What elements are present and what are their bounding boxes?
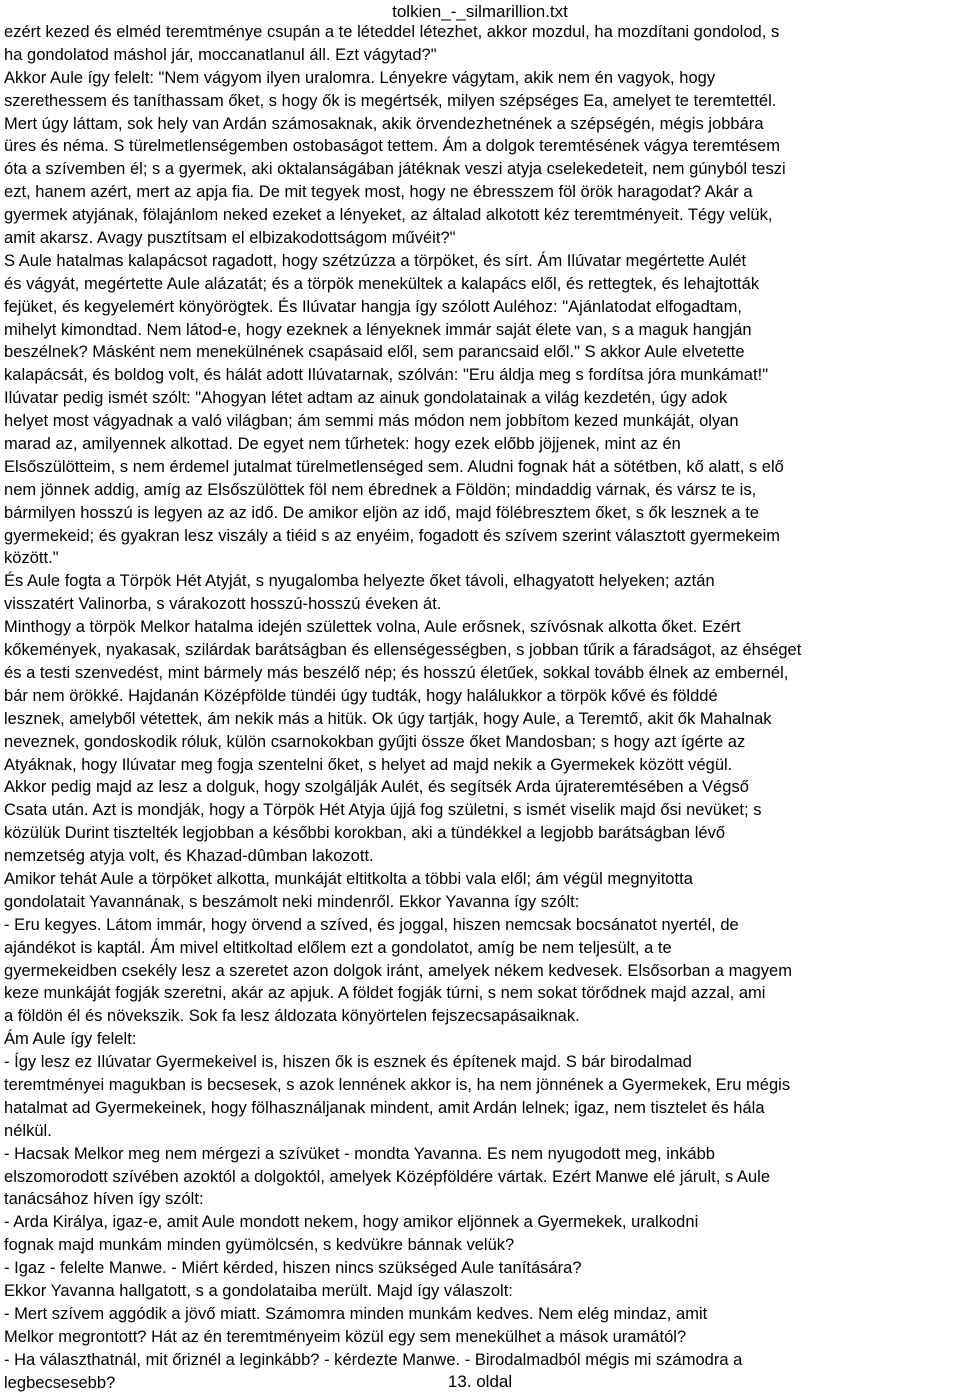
text-line: Csata után. Azt is mondják, hogy a Törpök Hét Atyja újjá fog születni, s ismét viselik majd ősi nevüket; s: [4, 801, 762, 820]
text-line: Elsőszülötteim, s nem érdemel jutalmat türelmetlenséged sem. Aludni fognak hát a sötétben, kő alatt, s elő: [4, 457, 784, 476]
text-line: - Így lesz ez Ilúvatar Gyermekeivel is, hiszen ők is esznek és építenek majd. S bár birodalmad: [4, 1053, 692, 1072]
text-line: Akkor Aule így felelt: "Nem vágyom ilyen uralomra. Lényekre vágytam, akik nem én vagyok, hogy: [4, 68, 716, 87]
text-line: gyermekeidben csekély lesz a szeretet azon dolgok iránt, amelyek nékem kedvesek. Elsősorban a magyem: [4, 961, 792, 980]
text-line: - Ha választhatnál, mit őriznél a leginkább? - kérdezte Manwe. - Birodalmadból mégis mi számodra a: [4, 1350, 743, 1369]
text-line: ezért kezed és elméd teremtménye csupán a te léteddel létezhet, akkor mozdul, ha mozdítani gondolod, s: [4, 23, 780, 41]
text-line: óta a szívemben él; s a gyermek, aki oktalanságában játéknak veszi atyja cselekedeteit, nem gúnyból teszi: [4, 160, 786, 179]
text-line: Ám Aule így felelt:: [4, 1030, 137, 1049]
text-line: marad az, amilyennek alkottad. De egyet nem tűrhetek: hogy ezek előbb jöjjenek, mint az én: [4, 435, 681, 454]
text-line: keze munkáját fogják szeretni, akár az apjuk. A földet fogják túrni, s nem sokat törődnek majd azzal, ami: [4, 984, 766, 1003]
text-line: gyermek atyjának, fölajánlom neked ezeket a lényeket, az általad alkotott kéz teremtményeit. Tégy velük,: [4, 206, 773, 225]
text-line: bármilyen hosszú is legyen az az idő. De amikor eljön az idő, majd fölébresztem őket, s ők lesznek a te: [4, 503, 760, 522]
text-line: elszomorodott szívében azoktól a dolgoktól, amelyek Középföldére vártak. Ezért Manwe elé járult, s Aule: [4, 1167, 771, 1186]
text-line: Atyáknak, hogy Ilúvatar meg fogja szentelni őket, s helyet ad majd nekik a Gyermekek között végül.: [4, 755, 733, 774]
page-number: 13. oldal: [447, 1372, 513, 1391]
text-line: tanácsához híven így szólt:: [4, 1190, 204, 1209]
text-line: kalapácsát, és boldog volt, és hálát adott Ilúvatarnak, szólván: "Eru áldja meg s fordítsa jóra munkámat!": [4, 366, 769, 385]
text-line: beszélnek? Másként nem menekülnének csapásaid elől, sem parancsaid elől." S akkor Aule elvetette: [4, 343, 745, 362]
text-line: ha gondolatod máshol jár, moccanatlanul áll. Ezt vágytad?": [4, 45, 437, 64]
text-line: gyermekeid; és gyakran lesz viszály a tiéid s az enyéim, fogadott és szívem szerint választott gyermekeim: [4, 526, 781, 545]
text-line: Ilúvatar pedig ismét szólt: "Ahogyan létet adtam az ainuk gondolatainak a világ kezdetén, úgy adok: [4, 389, 728, 408]
text-line: Melkor megrontott? Hát az én teremtményeim közül egy sem menekülhet a mások uramától?: [4, 1327, 687, 1346]
text-line: - Arda Királya, igaz-e, amit Aule mondott nekem, hogy amikor eljönnek a Gyermekek, uralkodni: [4, 1213, 699, 1232]
text-line: Mert úgy láttam, sok hely van Ardán számosaknak, akik örvendezhetnének a szépségén, mégis jobbára: [4, 114, 764, 133]
text-line: Ekkor Yavanna hallgatott, s a gondolataiba merült. Majd így válaszolt:: [4, 1281, 513, 1300]
text-line: nélkül.: [4, 1121, 52, 1140]
text-line: bár nem örökké. Hajdanán Középfölde tündéi úgy tudták, hogy halálukkor a törpök kővé és földdé: [4, 686, 718, 705]
text-line: - Eru kegyes. Látom immár, hogy örvend a szíved, és joggal, hiszen nemcsak bocsánatot nyertél, de: [4, 915, 739, 934]
text-line: nem jönnek addig, amíg az Elsőszülöttek föl nem ébrednek a Földön; mindaddig várnak, és vársz te is,: [4, 480, 757, 499]
text-line: visszatért Valinorba, s várakozott hosszú-hosszú éveken át.: [4, 595, 442, 614]
text-line: között.": [4, 549, 59, 568]
text-line: gondolatait Yavannának, s beszámolt neki mindenről. Ekkor Yavanna így szólt:: [4, 892, 580, 911]
text-line: Akkor pedig majd az lesz a dolguk, hogy szolgálják Aulét, és segítsék Arda újrateremtésében a Végső: [4, 778, 749, 797]
text-line: - Hacsak Melkor meg nem mérgezi a szívüket - mondta Yavanna. Es nem nyugodott meg, inkább: [4, 1144, 716, 1163]
text-line: - Igaz - felelte Manwe. - Miért kérded, hiszen nincs szükséged Aule tanítására?: [4, 1259, 582, 1278]
text-line: helyet most vágyadnak a való világban; ám semmi más módon nem jobbítom kezed munkáját, olyan: [4, 412, 739, 431]
text-line: amit akarsz. Avagy pusztítsam el elbizakodottságom művéit?": [4, 229, 456, 248]
text-line: És Aule fogta a Törpök Hét Atyját, s nyugalomba helyezte őket távoli, elhagyatott helyeken; aztán: [4, 572, 715, 591]
text-line: üres és néma. S türelmetlenségemben ostobaságot tettem. Ám a dolgok teremtésének vágya teremtésem: [4, 137, 781, 156]
text-line: ezt, hanem azért, mert az apja fia. De mit tegyek most, hogy ne ébresszem föl örök haragodat? Akár a: [4, 183, 753, 202]
text-line: fejüket, és kegyelemért könyörögtek. És Ilúvatar hangja így szólott Auléhoz: "Ajánlatodat elfogadtam,: [4, 297, 742, 316]
text-line: és a testi szenvedést, mint bármely más beszélő nép; és hosszú életűek, sokkal tovább élnek az embernél,: [4, 663, 789, 682]
text-line: Amikor tehát Aule a törpöket alkotta, munkáját eltitkolta a többi vala elől; ám végül megnyitotta: [4, 869, 693, 888]
text-line: lesznek, amelyből vétettek, ám nekik más a hitük. Ok úgy tartják, hogy Aule, a Teremtő, akit ők Mahalnak: [4, 709, 772, 728]
text-line: Minthogy a törpök Melkor hatalma idején születtek volna, Aule erősnek, szívósnak alkotta őket. Ezért: [4, 618, 741, 637]
text-line: szerethessem és taníthassam őket, s hogy ők is megértsék, milyen szépséges Ea, amelyet te teremtettél.: [4, 91, 777, 110]
text-line: a földön él és növekszik. Sok fa lesz áldozata könyörtelen fejszecsapásaiknak.: [4, 1007, 580, 1026]
text-line: mihelyt kimondtad. Nem látod-e, hogy ezeknek a lényeknek immár saját élete van, s a maguk hangján: [4, 320, 752, 339]
text-line: nemzetség atyja volt, és Khazad-dûmban lakozott.: [4, 847, 374, 866]
text-line: közülük Durint tisztelték legjobban a későbbi korokban, aki a tündékkel a legjobb barátságban lévő: [4, 824, 726, 843]
document-body: [4, 21, 954, 1394]
text-line: hatalmat ad Gyermekeinek, hogy fölhasználjanak mindent, amit Ardán lelnek; igaz, nem tisztelet és hála: [4, 1098, 765, 1117]
text-line: kőkemények, nyakasak, szilárdak barátságban és ellenségességben, s jobban tűrik a fáradságot, az éhséget: [4, 641, 802, 660]
text-line: és vágyát, megértette Aule alázatát; és a törpök menekültek a kalapács elől, és rettegtek, és lehajtották: [4, 274, 760, 293]
text-line: S Aule hatalmas kalapácsot ragadott, hogy szétzúzza a törpöket, és sírt. Ám Ilúvatar megértette Aulét: [4, 251, 747, 270]
document-title: tolkien_-_silmarillion.txt: [392, 2, 568, 21]
text-line: ajándékot is kaptál. Ám mivel eltitkoltad előlem ezt a gondolatot, amíg be nem teljesült, a te: [4, 938, 672, 957]
text-line: teremtményei magukban is becsesek, s azok lennének akkor is, ha nem jönnének a Gyermekek, Eru mégis: [4, 1075, 791, 1094]
text-line: fognak majd munkám minden gyümölcsén, s kedvükre bánnak velük?: [4, 1236, 515, 1255]
text-line: neveznek, gondoskodik róluk, külön csarnokokban gyűjti össze őket Mandosban; s hogy azt ígérte az: [4, 732, 746, 751]
text-line: - Mert szívem aggódik a jövő miatt. Számomra minden munkám kedves. Nem elég mindaz, amit: [4, 1304, 708, 1323]
text-line: legbecsesebb?: [4, 1373, 116, 1392]
